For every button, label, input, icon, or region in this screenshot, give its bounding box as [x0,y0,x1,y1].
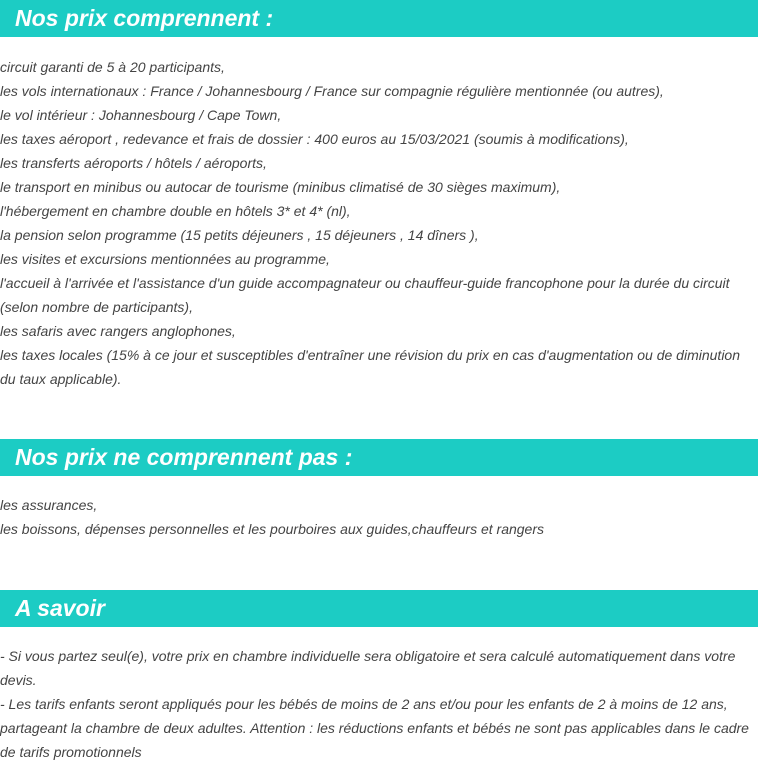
includes-item: les safaris avec rangers anglophones, [0,323,236,339]
includes-item: les visites et excursions mentionnées au programme, [0,251,330,267]
info-list [0,644,750,764]
includes-item: les taxes aéroport , redevance et frais de dossier : 400 euros au 15/03/2021 (soumis à modifications), [0,131,629,147]
includes-item: le vol intérieur : Johannesbourg / Cape Town, [0,107,282,123]
excludes-item: les assurances, [0,497,98,513]
includes-item: le transport en minibus ou autocar de tourisme (minibus climatisé de 30 sièges maximum), [0,179,561,195]
info-item: - Si vous partez seul(e), votre prix en chambre individuelle sera obligatoire et sera calculé automatiquement dans votre devis. [0,648,736,688]
includes-item: l'accueil à l'arrivée et l'assistance d'un guide accompagnateur ou chauffeur-guide francophone pour la durée du circuit (selon nombre de participants), [0,275,730,315]
includes-item: circuit garanti de 5 à 20 participants, [0,59,225,75]
info-heading: A savoir [0,590,758,627]
includes-item: l'hébergement en chambre double en hôtels 3* et 4* (nl), [0,203,351,219]
excludes-list [0,493,750,541]
excludes-item: les boissons, dépenses personnelles et les pourboires aux guides,chauffeurs et rangers [0,521,544,537]
includes-item: la pension selon programme (15 petits déjeuners , 15 déjeuners , 14 dîners ), [0,227,479,243]
excludes-heading: Nos prix ne comprennent pas : [0,439,758,476]
includes-item: les transferts aéroports / hôtels / aéroports, [0,155,267,171]
includes-item: les vols internationaux : France / Johannesbourg / France sur compagnie régulière mentionnée (ou autres), [0,83,664,99]
includes-item: les taxes locales (15% à ce jour et susceptibles d'entraîner une révision du prix en cas d'augmentation ou de diminution du taux applicable). [0,347,740,387]
info-item: - Les tarifs enfants seront appliqués pour les bébés de moins de 2 ans et/ou pour les enfants de 2 à moins de 12 ans, partageant la chambre de deux adultes. Attention : les réductions enfants et bébés ne sont pas applicables dans le cadre de tarifs promotionnels [0,696,749,760]
includes-list [0,55,750,391]
includes-heading: Nos prix comprennent : [0,0,758,37]
